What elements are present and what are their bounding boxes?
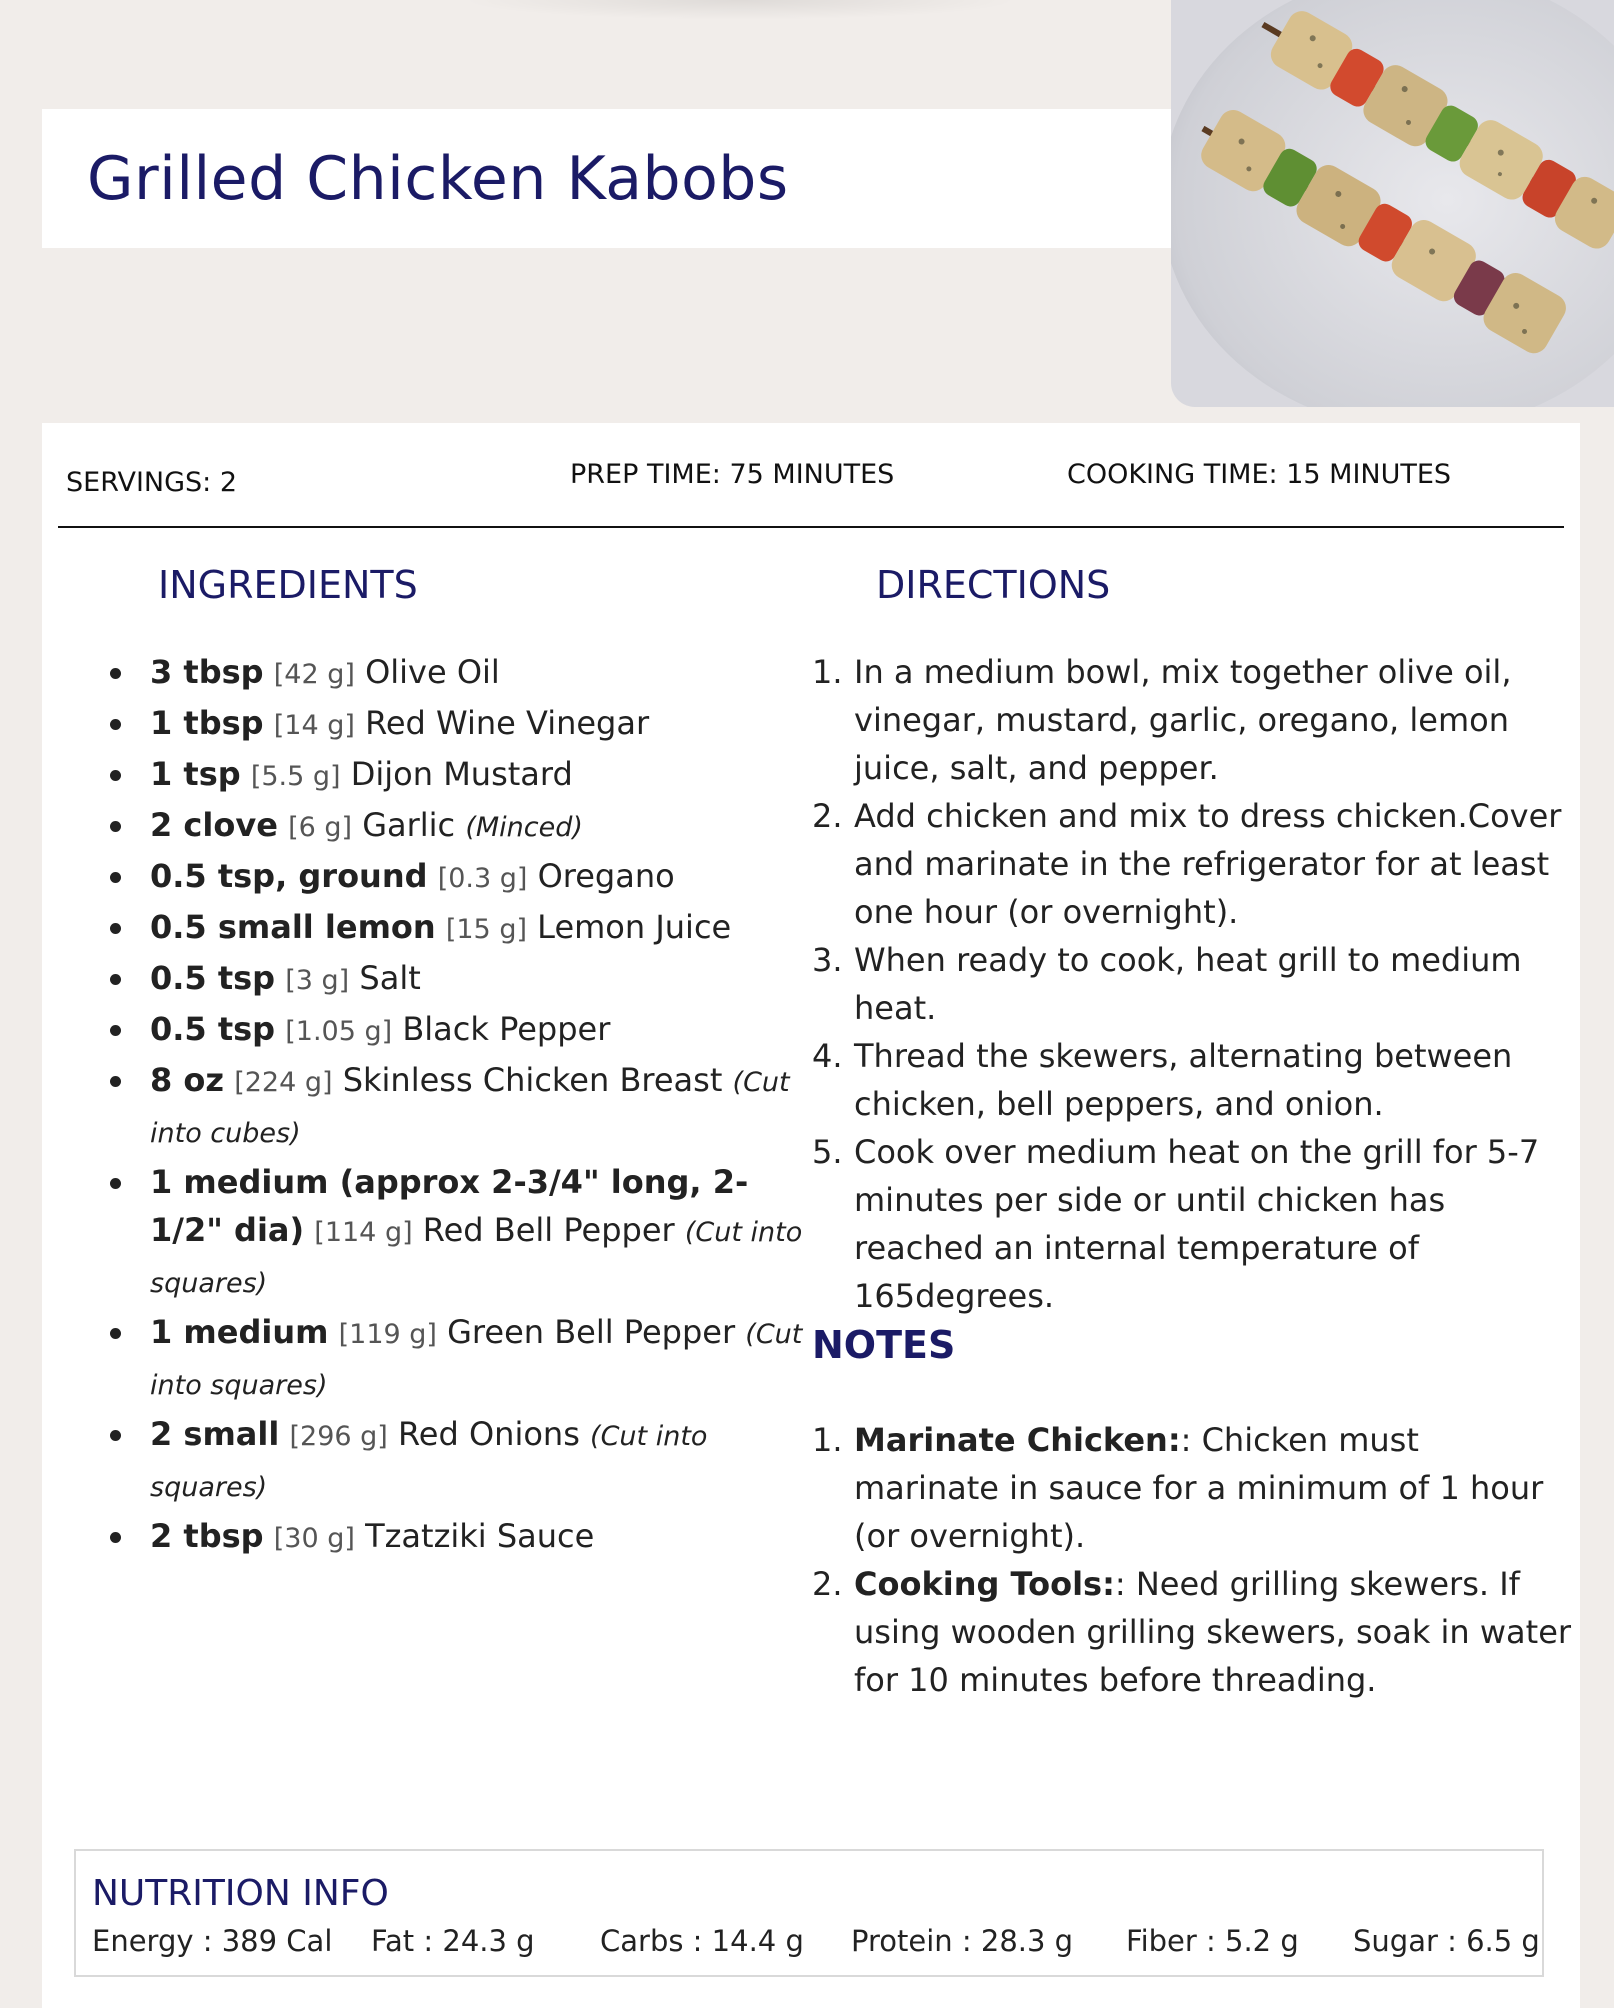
ingredient-name: Dijon Mustard: [350, 755, 573, 793]
ingredient-amount: 2 small: [150, 1415, 280, 1453]
ingredient-name: Oregano: [537, 857, 675, 895]
ingredient-item: [70, 852, 810, 903]
ingredient-item: [70, 1005, 810, 1056]
step-number: 3.: [812, 941, 843, 979]
direction-step: [812, 936, 1572, 1032]
step-text: Cook over medium heat on the grill for 5-7 minutes per side or until chicken has reached an internal temperature of 165degrees.: [854, 1133, 1540, 1315]
step-text: Thread the skewers, alternating between chicken, bell peppers, and onion.: [854, 1037, 1513, 1123]
ingredient-item: [70, 903, 810, 954]
ingredient-grams: [42 g]: [273, 659, 355, 690]
bullet-icon: [110, 1430, 121, 1441]
ingredient-name: Skinless Chicken Breast: [342, 1061, 723, 1099]
bullet-icon: [110, 1532, 121, 1543]
direction-step: [812, 792, 1572, 936]
ingredient-item: [70, 648, 810, 699]
step-text: Add chicken and mix to dress chicken.Cover and marinate in the refrigerator for at least one hour (or overnight).: [854, 797, 1562, 931]
note-label: Marinate Chicken:: [854, 1421, 1181, 1459]
ingredient-grams: [3 g]: [285, 965, 350, 996]
ingredient-amount: 1 tbsp: [150, 704, 264, 742]
ingredient-note: (Minced): [465, 812, 583, 843]
ingredient-amount: 0.5 small lemon: [150, 908, 436, 946]
ingredients-title: INGREDIENTS: [158, 563, 418, 607]
bullet-icon: [110, 770, 121, 781]
divider: [58, 526, 1564, 528]
ingredient-grams: [15 g]: [445, 914, 527, 945]
ingredient-grams: [0.3 g]: [437, 863, 528, 894]
note-text: : Need grilling skewers. If using wooden grilling skewers, soak in water for 10 minutes before threading.: [854, 1565, 1572, 1699]
ingredient-grams: [6 g]: [288, 812, 353, 843]
ingredient-amount: 1 medium: [150, 1313, 329, 1351]
direction-step: [812, 1128, 1572, 1320]
ingredient-item: [70, 1512, 810, 1563]
ingredient-amount: 0.5 tsp: [150, 959, 276, 997]
ingredient-item: [70, 801, 810, 852]
cooking-time: COOKING TIME: 15 MINUTES: [1067, 459, 1452, 490]
step-text: In a medium bowl, mix together olive oil, vinegar, mustard, garlic, oregano, lemon juice, salt, and pepper.: [854, 653, 1512, 787]
bullet-icon: [110, 719, 121, 730]
nutrition-protein: Protein : 28.3 g: [851, 1924, 1074, 1958]
ingredient-item: [70, 1056, 810, 1158]
note-number: 2.: [812, 1565, 843, 1603]
ingredient-item: [70, 954, 810, 1005]
ingredient-name: Red Bell Pepper: [422, 1211, 675, 1249]
notes-list: [812, 1416, 1572, 1704]
ingredient-name: Salt: [359, 959, 421, 997]
ingredient-name: Garlic: [362, 806, 456, 844]
directions-list: [812, 648, 1572, 1320]
ingredient-amount: 2 tbsp: [150, 1517, 264, 1555]
ingredient-name: Green Bell Pepper: [447, 1313, 736, 1351]
note-text: : Chicken must marinate in sauce for a minimum of 1 hour (or overnight).: [854, 1421, 1544, 1555]
step-number: 1.: [812, 653, 843, 691]
ingredient-grams: [296 g]: [289, 1421, 388, 1452]
recipe-title: Grilled Chicken Kabobs: [87, 144, 789, 214]
step-text: When ready to cook, heat grill to medium heat.: [854, 941, 1522, 1027]
directions-title: DIRECTIONS: [876, 563, 1111, 607]
note-number: 1.: [812, 1421, 843, 1459]
ingredient-note: (Cut into squares): [150, 1421, 708, 1503]
ingredient-item: [70, 750, 810, 801]
ingredient-note: (Cut into cubes): [150, 1067, 790, 1149]
ingredient-name: Tzatziki Sauce: [365, 1517, 595, 1555]
ingredient-amount: 1 tsp: [150, 755, 241, 793]
nutrition-carbs: Carbs : 14.4 g: [600, 1924, 804, 1958]
ingredient-grams: [1.05 g]: [285, 1016, 393, 1047]
prep-time: PREP TIME: 75 MINUTES: [570, 459, 895, 490]
ingredient-grams: [30 g]: [273, 1523, 355, 1554]
bullet-icon: [110, 668, 121, 679]
ingredient-amount: 3 tbsp: [150, 653, 264, 691]
recipe-card: [42, 423, 1580, 2008]
nutrition-fat: Fat : 24.3 g: [371, 1924, 535, 1958]
ingredient-name: Lemon Juice: [537, 908, 732, 946]
ingredient-item: [70, 699, 810, 750]
ingredients-list: [70, 648, 810, 1563]
note-item: [812, 1560, 1572, 1704]
ingredient-amount: 0.5 tsp, ground: [150, 857, 428, 895]
ingredient-amount: 0.5 tsp: [150, 1010, 276, 1048]
bullet-icon: [110, 1076, 121, 1087]
kabob-photo-icon: [1171, 0, 1614, 407]
bullet-icon: [110, 1178, 121, 1189]
ingredient-amount: 2 clove: [150, 806, 278, 844]
bullet-icon: [110, 821, 121, 832]
ingredient-name: Red Onions: [398, 1415, 580, 1453]
step-number: 2.: [812, 797, 843, 835]
ingredient-grams: [224 g]: [234, 1067, 333, 1098]
nutrition-box: [74, 1849, 1544, 1977]
ingredient-grams: [5.5 g]: [250, 761, 341, 792]
bullet-icon: [110, 872, 121, 883]
ingredient-grams: [119 g]: [338, 1319, 437, 1350]
ingredient-item: [70, 1308, 810, 1410]
top-shadow: [460, 0, 1020, 20]
ingredient-note: (Cut into squares): [150, 1217, 803, 1299]
nutrition-title: NUTRITION INFO: [92, 1873, 389, 1914]
ingredient-grams: [114 g]: [314, 1217, 413, 1248]
ingredient-item: [70, 1158, 810, 1308]
ingredient-amount: 1 medium (approx 2-3/4" long, 2-1/2" dia): [150, 1163, 749, 1249]
ingredient-item: [70, 1410, 810, 1512]
note-item: [812, 1416, 1572, 1560]
ingredient-amount: 8 oz: [150, 1061, 225, 1099]
ingredient-grams: [14 g]: [273, 710, 355, 741]
note-label: Cooking Tools:: [854, 1565, 1115, 1603]
ingredient-name: Red Wine Vinegar: [365, 704, 650, 742]
nutrition-fiber: Fiber : 5.2 g: [1126, 1924, 1299, 1958]
title-box: [42, 109, 1172, 248]
direction-step: [812, 1032, 1572, 1128]
nutrition-energy: Energy : 389 Cal: [92, 1924, 333, 1958]
bullet-icon: [110, 1025, 121, 1036]
bullet-icon: [110, 923, 121, 934]
notes-title: NOTES: [812, 1323, 956, 1367]
nutrition-sugar: Sugar : 6.5 g: [1353, 1924, 1540, 1958]
bullet-icon: [110, 1328, 121, 1339]
ingredient-note: (Cut into squares): [150, 1319, 803, 1401]
step-number: 5.: [812, 1133, 843, 1171]
servings: SERVINGS: 2: [66, 467, 238, 498]
step-number: 4.: [812, 1037, 843, 1075]
bullet-icon: [110, 974, 121, 985]
direction-step: [812, 648, 1572, 792]
ingredient-name: Black Pepper: [402, 1010, 611, 1048]
ingredient-name: Olive Oil: [365, 653, 500, 691]
